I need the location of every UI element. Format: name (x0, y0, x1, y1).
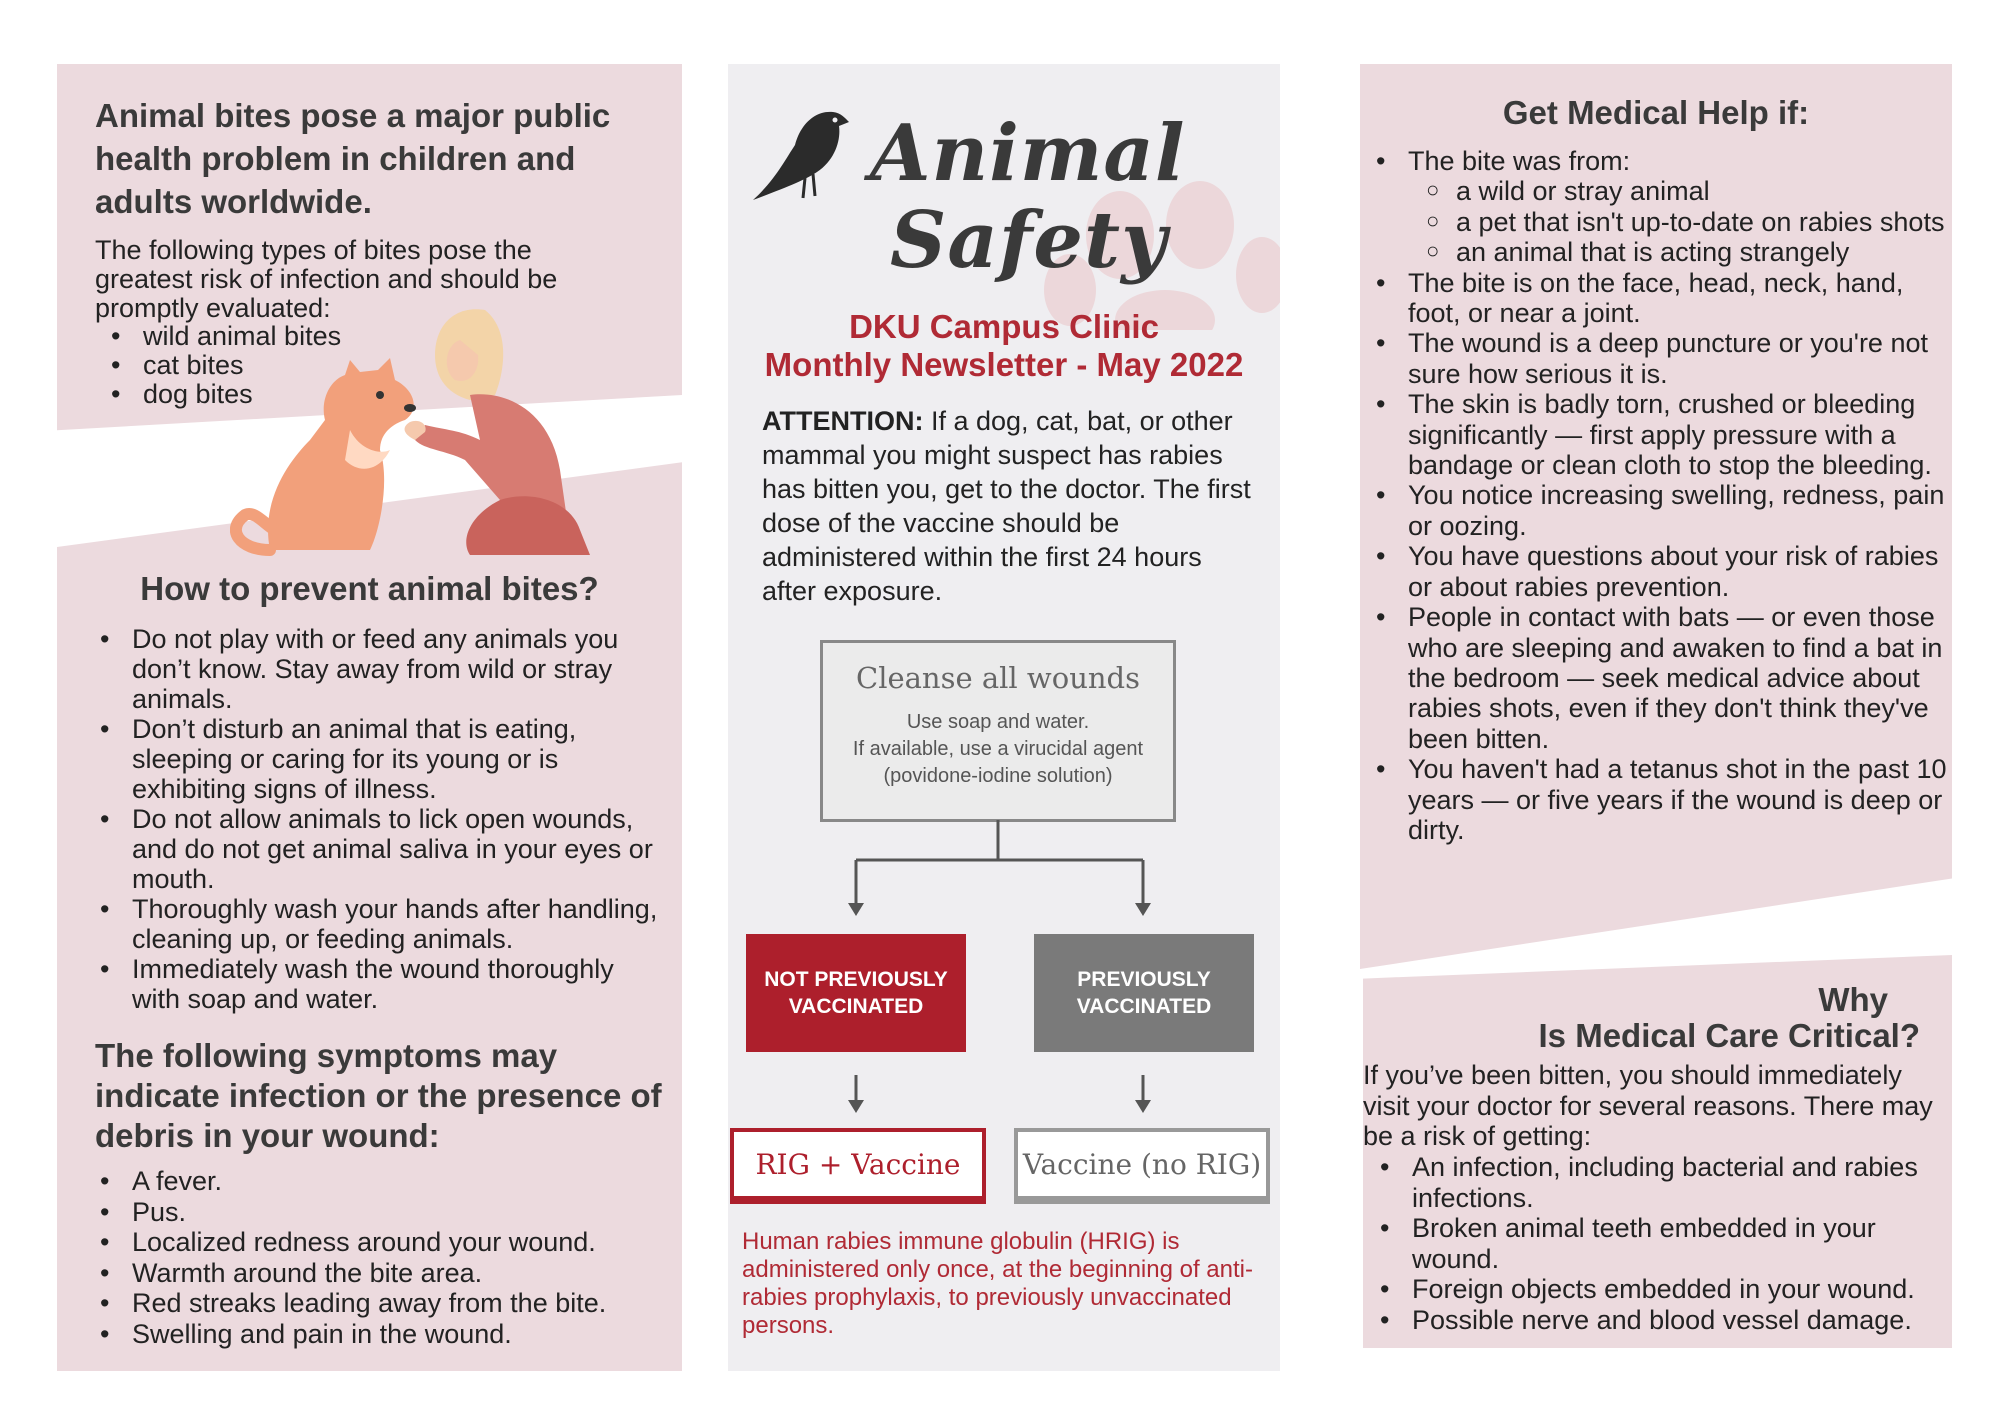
list-item: • You have questions about your risk of rabies or about rabies prevention. (1408, 541, 1948, 602)
clinic-newsletter-header (728, 308, 1280, 384)
attention-text: If a dog, cat, bat, or other mammal you might suspect has rabies has bitten you, get to the doctor. The first dose of the vaccine should be administered within the first 24 hours after exposure. (762, 406, 1251, 606)
list-item: • Possible nerve and blood vessel damage. (1412, 1305, 1952, 1336)
cleanse-wounds-desc (823, 709, 1173, 790)
list-item: • The bite is on the face, head, neck, hand, foot, or near a joint. (1408, 268, 1948, 329)
list-item: • wild animal bites (143, 322, 341, 351)
title-animal: Animal (870, 108, 1186, 199)
medical-help-title: Get Medical Help if: (1502, 94, 1810, 131)
bite-from-sublist (1408, 176, 1948, 267)
list-item: • Localized redness around your wound. (132, 1227, 672, 1258)
cleanse-line: (povidone-iodine solution) (883, 765, 1113, 787)
symptoms-list (132, 1166, 672, 1349)
vaccine-no-rig-box: Vaccine (no RIG) (1014, 1128, 1270, 1200)
list-item: • Thoroughly wash your hands after handling, cleaning up, or feeding animals. (132, 894, 662, 954)
list-item: • Foreign objects embedded in your wound. (1412, 1274, 1952, 1305)
attention-label: ATTENTION: (762, 406, 924, 436)
list-item: • Immediately wash the wound thoroughly with soap and water. (132, 954, 662, 1014)
list-item: • You haven't had a tetanus shot in the past 10 years — or five years if the wound is deep or dirty. (1408, 754, 1948, 845)
not-previously-vaccinated-box: NOT PREVIOUSLY VACCINATED (746, 934, 966, 1052)
list-item: • dog bites (143, 380, 341, 409)
list-item: ○ a pet that isn't up-to-date on rabies shots (1456, 207, 1948, 237)
list-item: • The skin is badly torn, crushed or bleeding significantly — first apply pressure with a bandage or clean cloth to stop the bleeding. (1408, 389, 1948, 480)
previously-vaccinated-box: PREVIOUSLY VACCINATED (1034, 934, 1254, 1052)
list-item: • A fever. (132, 1166, 672, 1197)
public-health-heading: Animal bites pose a major public health problem in children and adults worldwide. (95, 97, 611, 220)
rig-vaccine-box: RIG + Vaccine (730, 1128, 986, 1200)
prevent-bites-list (132, 624, 662, 1014)
medical-help-list (1408, 146, 1948, 845)
title-safety: Safety (890, 195, 1168, 286)
list-item (1408, 146, 1948, 268)
why-intro-text: If you’ve been bitten, you should immediately visit your doctor for several reasons. There may be a risk of getting: (1363, 1060, 1933, 1151)
attention-paragraph (762, 404, 1252, 608)
why-reasons-list (1412, 1152, 1952, 1335)
symptoms-title: The following symptoms may indicate infection or the presence of debris in your wound: (95, 1037, 662, 1154)
list-item: • People in contact with bats — or even those who are sleeping and awaken to find a bat in the bedroom — seek medical advice about rabies shots, even if they don't think they've been bitten. (1408, 602, 1948, 754)
cleanse-wounds-box (820, 640, 1176, 822)
woman-and-dog-illustration (230, 300, 650, 560)
list-item: • You notice increasing swelling, redness, pain or oozing. (1408, 480, 1948, 541)
newsletter-date: Monthly Newsletter - May 2022 (764, 346, 1244, 383)
list-item: • Broken animal teeth embedded in your wound. (1412, 1213, 1952, 1274)
list-item: • The wound is a deep puncture or you're not sure how serious it is. (1408, 328, 1948, 389)
list-item: • An infection, including bacterial and rabies infections. (1412, 1152, 1952, 1213)
list-item: • Don’t disturb an animal that is eating, sleeping or caring for its young or is exhibiting signs of illness. (132, 714, 662, 804)
list-item: • Do not play with or feed any animals you don’t know. Stay away from wild or stray animals. (132, 624, 662, 714)
cleanse-line: Use soap and water. (906, 711, 1090, 733)
why-medical-care-title (1430, 982, 1920, 1054)
cleanse-wounds-title: Cleanse all wounds (856, 661, 1140, 695)
hrig-note: Human rabies immune globulin (HRIG) is administered only once, at the beginning of anti-rabies prophylaxis, to previously unvaccinated persons. (742, 1228, 1253, 1339)
prevent-bites-title: How to prevent animal bites? (140, 570, 599, 607)
cleanse-line: If available, use a virucidal agent (852, 738, 1144, 760)
risk-intro-text: The following types of bites pose the greatest risk of infection and should be promptly evaluated: (95, 235, 558, 323)
bird-icon (745, 100, 855, 210)
clinic-name: DKU Campus Clinic (849, 308, 1159, 345)
list-item: • Swelling and pain in the wound. (132, 1319, 672, 1350)
list-item: • Red streaks leading away from the bite. (132, 1288, 672, 1319)
list-item: • Pus. (132, 1197, 672, 1228)
why-line2: Is Medical Care Critical? (1538, 1017, 1920, 1054)
why-line1: Why (1818, 981, 1888, 1018)
bite-from-label: The bite was from: (1408, 146, 1631, 176)
list-item: • Do not allow animals to lick open wounds, and do not get animal saliva in your eyes or mouth. (132, 804, 662, 894)
list-item: ○ an animal that is acting strangely (1456, 237, 1948, 267)
list-item: • cat bites (143, 351, 341, 380)
list-item: ○ a wild or stray animal (1456, 176, 1948, 206)
list-item: • Warmth around the bite area. (132, 1258, 672, 1289)
